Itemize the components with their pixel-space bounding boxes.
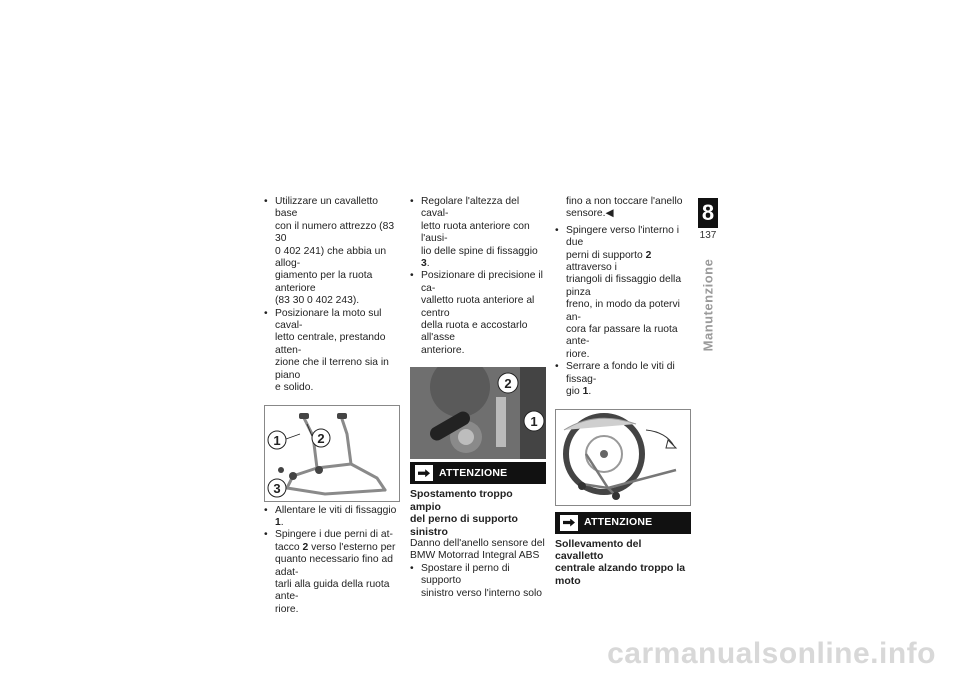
list-item: • Spingere i due perni di at- tacco 2 verso l'esterno per quanto necessario fino ad adat- tarli alla guida della ruota ante- riore. xyxy=(264,529,400,616)
figure-label: 1 xyxy=(273,432,281,448)
warning-text: Danno dell'anello sensore del BMW Motorrad Integral ABS xyxy=(410,537,545,562)
chapter-number: 8 xyxy=(698,198,718,228)
list-item: • Regolare l'altezza del caval- letto ruota anteriore con l'ausi- lio delle spine di fissaggio 3. xyxy=(410,196,546,270)
column-3 xyxy=(555,196,691,587)
list-item: • Spingere verso l'interno i due perni di supporto 2 attraverso i triangoli di fissaggio della pinza freno, in modo da potervi an- cora far passare la ruota ante- riore. xyxy=(555,225,691,361)
warning-heading: Spostamento troppo ampio del perno di supporto sinistro xyxy=(410,488,518,538)
page-number: 137 xyxy=(699,230,717,241)
bullet-list-5 xyxy=(555,225,691,399)
warning-heading: Sollevamento del cavalletto centrale alzando troppo la moto xyxy=(555,537,686,587)
list-item: • Posizionare di precisione il ca- valletto ruota anteriore al centro della ruota e accostarlo all'asse anteriore. xyxy=(410,270,546,357)
figure-label: 1 xyxy=(530,414,538,430)
list-item: • Allentare le viti di fissaggio 1. xyxy=(264,505,400,530)
chapter-sidebar xyxy=(698,198,718,241)
warning-banner: ATTENZIONE xyxy=(410,462,546,484)
bullet-list-4 xyxy=(410,563,546,600)
list-item: • Posizionare la moto sul caval- letto centrale, prestando atten- zione che il terreno sia in piano e solido. xyxy=(264,308,400,395)
wheel-figure xyxy=(555,409,691,506)
stand-figure xyxy=(264,405,400,502)
wheel-illustration xyxy=(556,410,690,505)
chapter-title-vertical xyxy=(700,250,716,360)
column-1 xyxy=(264,196,400,616)
axle-photo xyxy=(410,367,546,459)
watermark: carmanualsonline.info xyxy=(607,637,936,670)
bullet-list-3 xyxy=(410,196,546,357)
stand-illustration xyxy=(265,406,399,501)
list-item: • Serrare a fondo le viti di fissag- gio 1. xyxy=(555,361,691,398)
figure-label: 2 xyxy=(504,376,512,392)
warning-banner: ATTENZIONE xyxy=(555,512,691,534)
continued-text: fino a non toccare l'anello sensore.◀ xyxy=(566,196,683,220)
warning-hand-icon xyxy=(560,515,578,531)
bullet-list-1 xyxy=(264,196,400,395)
chapter-title: Manutenzione xyxy=(700,258,716,352)
list-item: • Spostare il perno di supporto sinistro verso l'interno solo xyxy=(410,563,546,600)
figure-label: 2 xyxy=(317,430,325,446)
warning-hand-icon xyxy=(415,465,433,481)
axle-illustration xyxy=(410,367,546,459)
figure-label: 3 xyxy=(273,480,281,496)
list-item: • Utilizzare un cavalletto base con il numero attrezzo (83 30 0 402 241) che abbia un allog- giamento per la ruota anteriore (83 30 0 402 243). xyxy=(264,196,400,308)
bullet-list-2 xyxy=(264,505,400,617)
column-2 xyxy=(410,196,546,600)
